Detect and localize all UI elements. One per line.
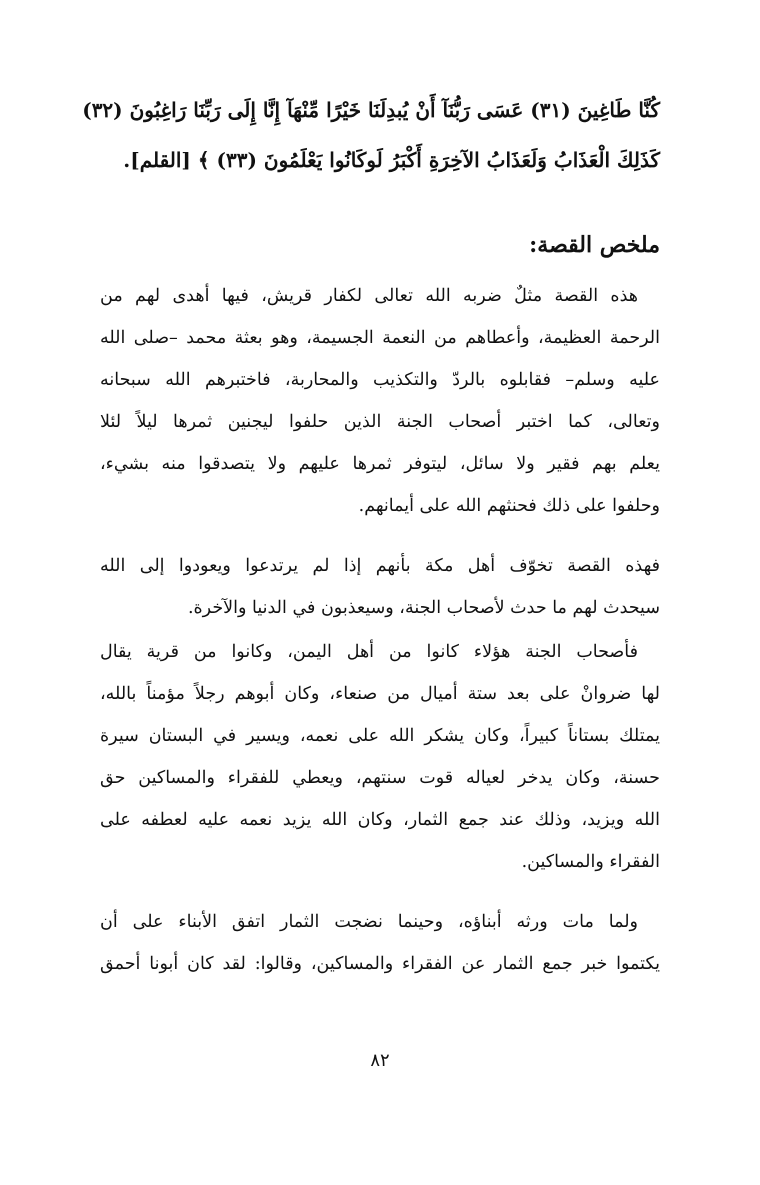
paragraph-line: حسنة، وكان يدخر لعياله قوت سنتهم، ويعطي للفقراء والمساكين حق (100, 768, 660, 788)
paragraph-line: يكتموا خبر جمع الثمار عن الفقراء والمساكين، وقالوا: لقد كان أبونا أحمق (100, 954, 660, 974)
paragraph-line: يعلم بهم فقير ولا سائل، ليتوفر ثمرها عليهم ولا يتصدقوا منه بشيء، (100, 454, 660, 474)
paragraph-line: وتعالى، كما اختبر أصحاب الجنة الذين حلفوا ليجنين ثمرها ليلاً لئلا (100, 412, 660, 432)
paragraph-line: الفقراء والمساكين. (521, 852, 660, 872)
paragraph-line: سيحدث لهم ما حدث لأصحاب الجنة، وسيعذبون في الدنيا والآخرة. (187, 598, 660, 618)
paragraph-line: الله ويزيد، وذلك عند جمع الثمار، وكان الله يزيد نعمه عليه لعطفه على (100, 810, 660, 830)
paragraph-line: هذه القصة مثلٌ ضربه الله تعالى لكفار قريش، فيها أهدى لهم من (100, 286, 638, 306)
paragraph-line: فهذه القصة تخوّف أهل مكة بأنهم إذا لم يرتدعوا ويعودوا إلى الله (100, 556, 660, 576)
verse-line: كُنَّا طَاغِينَ (٣١) عَسَى رَبُّنَآ أَنْ يُبدِلَنَا خَيْرًا مِّنْهَآ إِنَّا إِلَى رَبِّنَا رَاغِبُونَ (٣٢) (82, 98, 660, 122)
paragraph-line: ولما مات ورثه أبناؤه، وحينما نضجت الثمار اتفق الأبناء على أن (100, 912, 638, 932)
page-number: ٨٢ (370, 1050, 390, 1071)
paragraph-line: لها ضروانْ على بعد ستة أميال من صنعاء، وكان أبوهم رجلاً مؤمناً بالله، (100, 684, 660, 704)
verse-line: كَذَلِكَ الْعَذَابُ وَلَعَذَابُ الآخِرَةِ أَكْبَرُ لَوكَانُوا يَعْلَمُونَ (٣٣) ﴾ [القلم]. (123, 148, 660, 172)
paragraph-line: يمتلك بستاناً كبيراً، وكان يشكر الله على نعمه، ويسير في البستان سيرة (100, 726, 660, 746)
paragraph-line: فأصحاب الجنة هؤلاء كانوا من أهل اليمن، وكانوا من قرية يقال (100, 642, 638, 662)
paragraph-line: عليه وسلم– فقابلوه بالردّ والتكذيب والمحاربة، فاختبرهم الله سبحانه (100, 370, 660, 390)
paragraph-line: الرحمة العظيمة، وأعطاهم من النعمة الجسيمة، وهو بعثة محمد –صلى الله (100, 328, 660, 348)
section-heading: ملخص القصة: (529, 232, 660, 258)
paragraph-line: وحلفوا على ذلك فحنثهم الله على أيمانهم. (358, 496, 660, 516)
